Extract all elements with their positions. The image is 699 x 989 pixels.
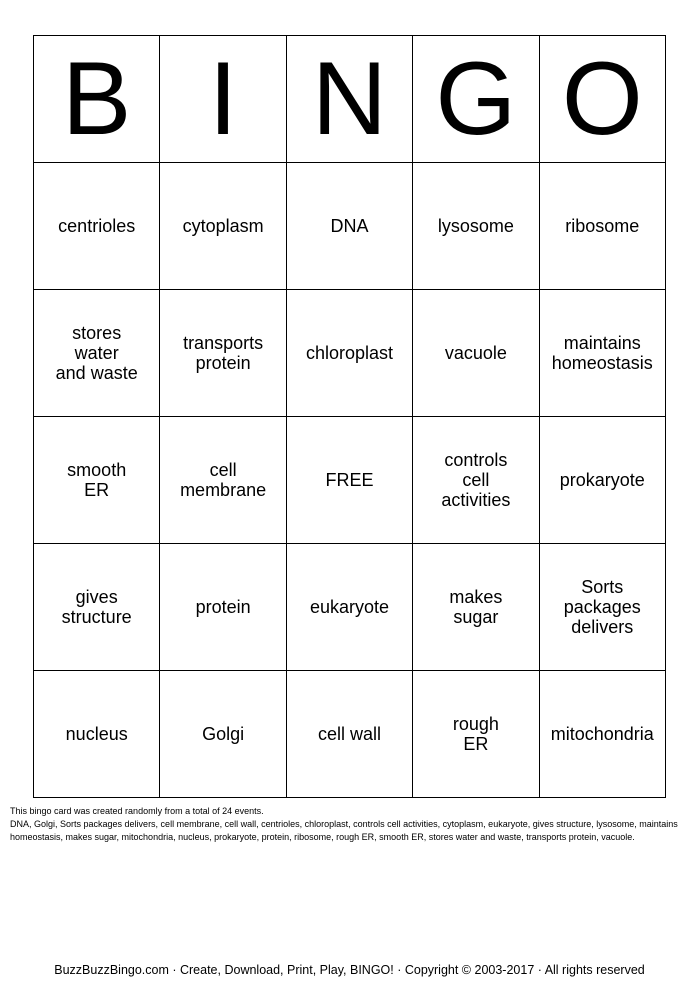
- bingo-cell: [160, 544, 286, 671]
- bingo-row-1: [34, 163, 666, 290]
- bingo-cell: [34, 671, 160, 798]
- bingo-cell: [34, 544, 160, 671]
- cell-text: nucleus: [65, 724, 128, 744]
- cell-text: eukaryote: [309, 597, 389, 617]
- bingo-cell: [160, 417, 286, 544]
- cell-text: rough ER: [452, 714, 499, 754]
- bingo-cell: [539, 163, 665, 290]
- cell-text: cell wall: [317, 724, 381, 744]
- note-event-list: DNA, Golgi, Sorts packages delivers, cell membrane, cell wall, centrioles, chloroplast, controls cell activities, cytoplasm, eukaryote, gives structure, lysosome, maintains homeostasis, makes sugar, mitochondria, nucleus, prokaryote, protein, ribosome, rough ER, smooth ER, stores water and waste, transports protein, vacuole.: [10, 819, 678, 842]
- cell-text: stores water and waste: [55, 323, 138, 383]
- bingo-free-cell: [286, 417, 412, 544]
- cell-text: gives structure: [61, 587, 132, 627]
- bingo-cell: [413, 290, 539, 417]
- bingo-row-5: [34, 671, 666, 798]
- bingo-row-4: [34, 544, 666, 671]
- bingo-cell: [160, 290, 286, 417]
- bingo-cell: [34, 417, 160, 544]
- bingo-cell: [160, 671, 286, 798]
- bingo-card: [33, 35, 666, 798]
- bingo-cell: [286, 290, 412, 417]
- free-space-text: FREE: [325, 470, 374, 490]
- bingo-row-3: [34, 417, 666, 544]
- bingo-cell: [413, 163, 539, 290]
- cell-text: Golgi: [202, 724, 245, 744]
- header-letter-n: N: [286, 36, 412, 163]
- cell-text: maintains homeostasis: [551, 333, 653, 373]
- bingo-cell: [286, 671, 412, 798]
- card-note: [10, 805, 690, 844]
- bingo-cell: [34, 290, 160, 417]
- bingo-header-row: [34, 36, 666, 163]
- cell-text: prokaryote: [559, 470, 645, 490]
- bingo-cell: [160, 163, 286, 290]
- note-summary: This bingo card was created randomly from a total of 24 events.: [10, 806, 264, 816]
- bingo-cell: [539, 417, 665, 544]
- cell-text: protein: [195, 597, 251, 617]
- header-letter-g: G: [413, 36, 539, 163]
- header-letter-o: O: [539, 36, 665, 163]
- bingo-cell: [539, 544, 665, 671]
- cell-text: centrioles: [58, 216, 136, 236]
- cell-text: ribosome: [565, 216, 640, 236]
- bingo-cell: [413, 544, 539, 671]
- cell-text: smooth ER: [67, 460, 127, 500]
- cell-text: controls cell activities: [441, 450, 511, 510]
- cell-text: chloroplast: [305, 343, 393, 363]
- cell-text: lysosome: [437, 216, 514, 236]
- cell-text: Sorts packages delivers: [563, 577, 641, 637]
- header-letter-i: I: [160, 36, 286, 163]
- cell-text: transports protein: [183, 333, 264, 373]
- bingo-cell: [34, 163, 160, 290]
- cell-text: cell membrane: [180, 460, 267, 500]
- bingo-row-2: [34, 290, 666, 417]
- cell-text: makes sugar: [449, 587, 503, 627]
- bingo-cell: [413, 671, 539, 798]
- bingo-cell: [286, 163, 412, 290]
- cell-text: vacuole: [444, 343, 507, 363]
- bingo-cell: [539, 671, 665, 798]
- bingo-cell: [539, 290, 665, 417]
- cell-text: cytoplasm: [182, 216, 264, 236]
- bingo-cell: [286, 544, 412, 671]
- cell-text: mitochondria: [550, 724, 654, 744]
- cell-text: DNA: [330, 216, 369, 236]
- bingo-cell: [413, 417, 539, 544]
- footer-copyright: BuzzBuzzBingo.com · Create, Download, Print, Play, BINGO! · Copyright © 2003-2017 · All rights reserved: [54, 963, 645, 977]
- header-letter-b: B: [34, 36, 160, 163]
